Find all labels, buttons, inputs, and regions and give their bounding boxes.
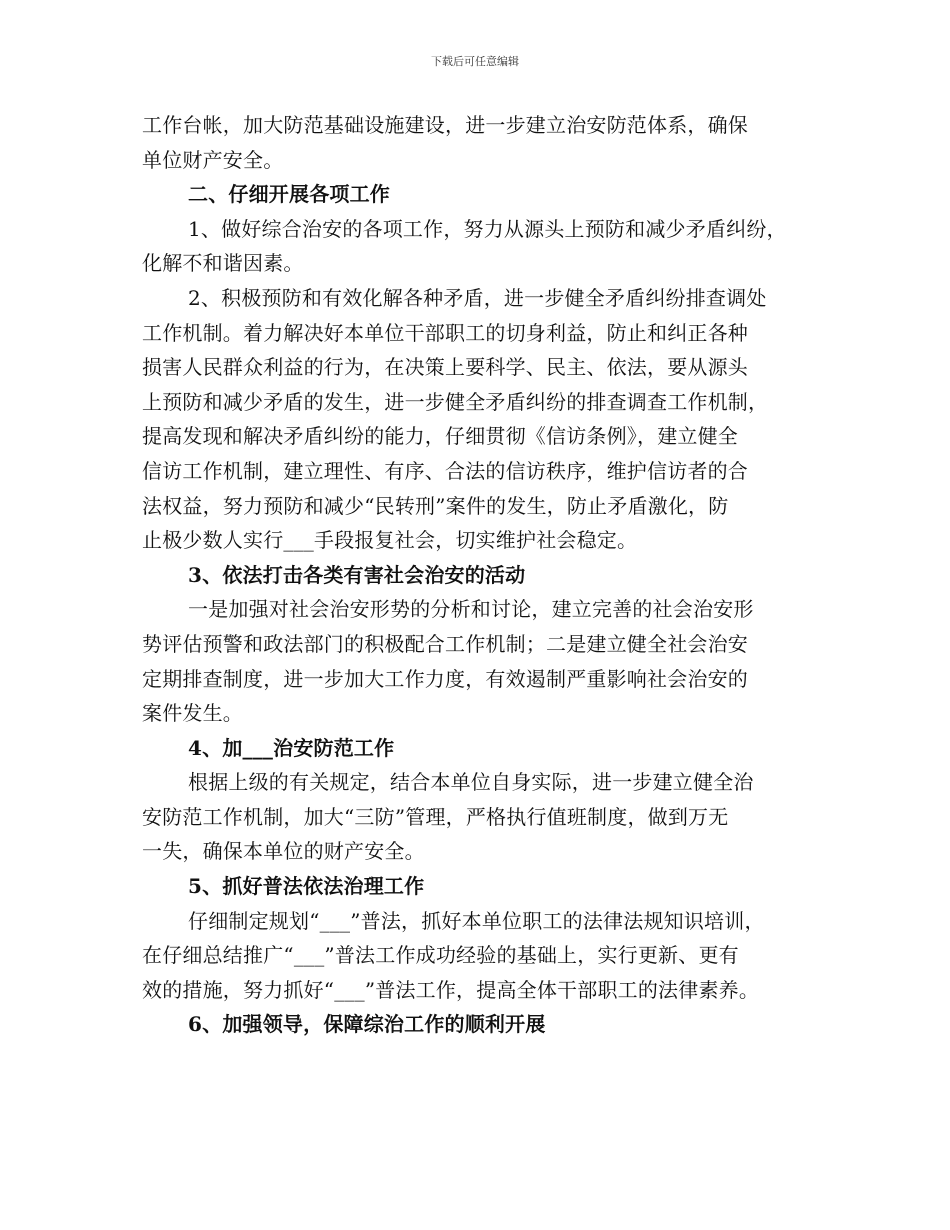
text-line: 提高发现和解决矛盾纠纷的能力，仔细贯彻《信访条例》，建立健全 (142, 424, 738, 449)
section-heading: 6、加强领导，保障综治工作的顺利开展 (188, 1012, 546, 1037)
text-line: 案件发生。 (142, 701, 243, 726)
section-heading: 5、抓好普法依法治理工作 (188, 874, 425, 899)
text-line: 损害人民群众利益的行为，在决策上要科学、民主、依法，要从源头 (142, 355, 748, 380)
section-heading: 3、依法打击各类有害社会治安的活动 (188, 562, 526, 587)
text-line: 一失，确保本单位的财产安全。 (142, 839, 425, 864)
text-line: 根据上级的有关规定，结合本单位自身实际，进一步建立健全治 (188, 770, 754, 795)
text-line: 工作台帐，加大防范基础设施建设，进一步建立治安防范体系，确保 (142, 113, 748, 137)
text-line: 1、做好综合治安的各项工作，努力从源头上预防和减少矛盾纠纷， (188, 216, 787, 241)
text-line: 工作机制。着力解决好本单位干部职工的切身利益，防止和纠正各种 (142, 320, 748, 345)
section-heading: 4、加___治安防范工作 (188, 735, 395, 760)
text-line: 仔细制定规划“___”普法，抓好本单位职工的法律法规知识培训， (188, 908, 765, 933)
text-line: 止极少数人实行___手段报复社会，切实维护社会稳定。 (142, 528, 638, 553)
text-line: 单位财产安全。 (142, 147, 284, 172)
text-line: 化解不和谐因素。 (142, 251, 304, 276)
page-header: 下载后可任意编辑 (431, 55, 519, 68)
text-line: 一是加强对社会治安形势的分析和讨论，建立完善的社会治安形 (188, 597, 754, 622)
text-line: 法权益，努力预防和减少“民转刑”案件的发生，防止矛盾激化，防 (142, 493, 729, 518)
text-line: 效的措施，努力抓好“___”普法工作，提高全体干部职工的法律素养。 (142, 977, 760, 1002)
text-line: 在仔细总结推广“___”普法工作成功经验的基础上，实行更新、更有 (142, 943, 739, 968)
section-heading: 二、仔细开展各项工作 (188, 182, 390, 207)
text-line: 信访工作机制，建立理性、有序、合法的信访秩序，维护信访者的合 (142, 458, 748, 483)
text-line: 上预防和减少矛盾的发生，进一步健全矛盾纠纷的排查调查工作机制， (142, 389, 769, 414)
text-line: 2、积极预防和有效化解各种矛盾，进一步健全矛盾纠纷排查调处 (188, 285, 767, 310)
text-line: 势评估预警和政法部门的积极配合工作机制；二是建立健全社会治安 (142, 631, 748, 656)
text-line: 安防范工作机制，加大“三防”管理，严格执行值班制度，做到万无 (142, 804, 729, 829)
text-line: 定期排查制度，进一步加大工作力度，有效遏制严重影响社会治安的 (142, 666, 748, 691)
document-body (142, 108, 818, 1042)
